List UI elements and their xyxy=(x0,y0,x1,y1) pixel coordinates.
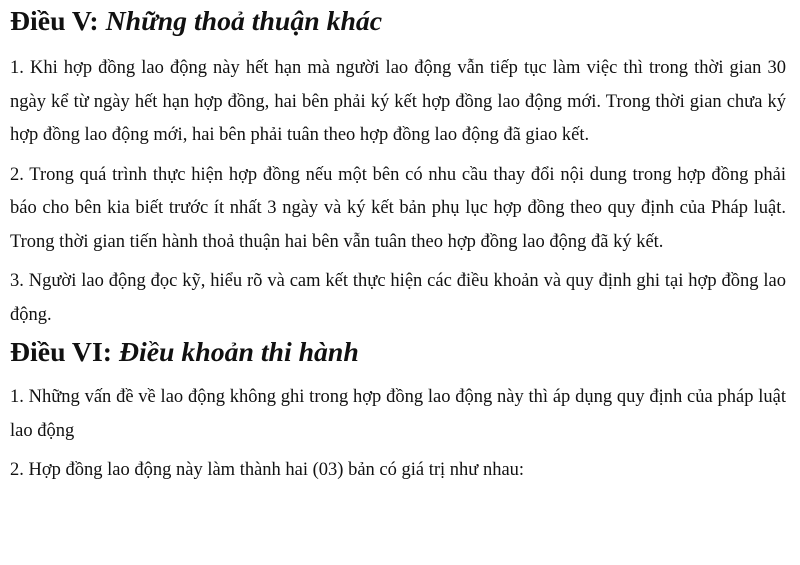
article-5-section xyxy=(10,0,786,332)
article-6-title: Điều khoản thi hành xyxy=(118,337,359,368)
article-5-paragraph-3: 3. Người lao động đọc kỹ, hiểu rõ và cam kết thực hiện các điều khoản và quy định ghi tại hợp đồng lao động. xyxy=(10,271,786,325)
article-5-title: Những thoả thuận khác xyxy=(105,6,383,37)
article-6-number: Điều VI: xyxy=(10,337,113,368)
document-page xyxy=(10,0,786,488)
article-6-heading xyxy=(10,337,786,368)
article-5-heading xyxy=(10,0,786,35)
article-5-number: Điều V: xyxy=(10,6,99,37)
article-5-paragraph-1: 1. Khi hợp đồng lao động này hết hạn mà người lao động vẫn tiếp tục làm việc thì trong thời gian 30 ngày kể từ ngày hết hạn hợp đồng, hai bên phải ký kết hợp đồng lao động mới. Trong thời gian chưa ký hợp đồng lao động mới, hai bên phải tuân theo hợp đồng lao động đã giao kết. xyxy=(10,58,786,145)
article-6-paragraph-2: 2. Hợp đồng lao động này làm thành hai (03) bản có giá trị như nhau: xyxy=(10,460,525,480)
article-6-section xyxy=(10,337,786,488)
article-6-paragraph-1: 1. Những vấn đề về lao động không ghi trong hợp đồng lao động này thì áp dụng quy định của pháp luật lao động xyxy=(10,387,786,441)
article-5-paragraph-2: 2. Trong quá trình thực hiện hợp đồng nếu một bên có nhu cầu thay đổi nội dung trong hợp đồng phải báo cho bên kia biết trước ít nhất 3 ngày và ký kết bản phụ lục hợp đồng theo quy định của Pháp luật. Trong thời gian tiến hành thoả thuận hai bên vẫn tuân theo hợp đồng lao động đã ký kết. xyxy=(10,164,786,252)
